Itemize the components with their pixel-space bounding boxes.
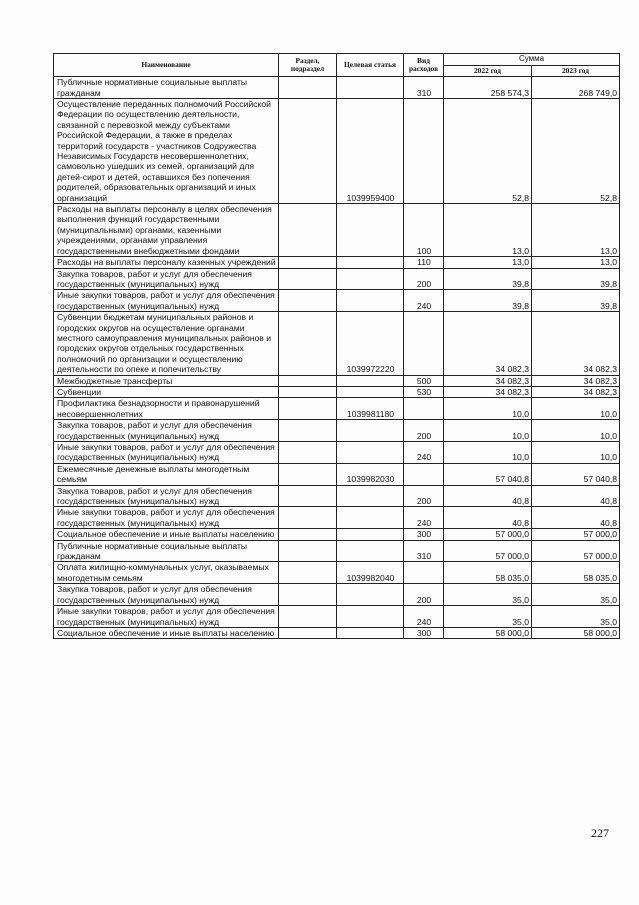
table-row <box>54 442 620 464</box>
table-row <box>54 529 620 540</box>
row-section <box>279 290 337 312</box>
row-value-2023: 34 082,3 <box>532 375 620 386</box>
row-target <box>337 627 404 638</box>
row-value-2022: 35,0 <box>444 606 532 628</box>
row-section <box>279 540 337 562</box>
row-target: 1039981180 <box>337 398 404 420</box>
table-row <box>54 77 620 99</box>
row-target <box>337 485 404 507</box>
row-target <box>337 529 404 540</box>
row-kind: 200 <box>404 420 444 442</box>
row-name: Ежемесячные денежные выплаты многодетным семьям <box>54 463 279 485</box>
row-value-2022: 34 082,3 <box>444 386 532 397</box>
row-name: Иные закупки товаров, работ и услуг для обеспечения государственных (муниципальных) нужд <box>54 290 279 312</box>
row-target: 1039972220 <box>337 312 404 375</box>
header-sum: Сумма <box>444 54 620 66</box>
row-target <box>337 540 404 562</box>
row-value-2023: 57 000,0 <box>532 540 620 562</box>
row-value-2022: 10,0 <box>444 398 532 420</box>
row-value-2022: 35,0 <box>444 584 532 606</box>
row-value-2022: 10,0 <box>444 442 532 464</box>
table-row <box>54 606 620 628</box>
row-kind: 200 <box>404 584 444 606</box>
row-target <box>337 77 404 99</box>
row-value-2022: 10,0 <box>444 420 532 442</box>
row-target <box>337 290 404 312</box>
row-name: Публичные нормативные социальные выплаты гражданам <box>54 77 279 99</box>
row-value-2023: 40,8 <box>532 507 620 529</box>
row-value-2022: 13,0 <box>444 257 532 268</box>
row-value-2022: 39,8 <box>444 290 532 312</box>
row-name: Осуществление переданных полномочий Российской Федерации по осуществлению деятельности, связанной с перевозкой между субъектами Российской Федерации, а также в пределах территорий государств - участников Содружества Независимых Государств несовершеннолетних, самовольно ушедших из семей, организаций для детей-сирот и детей, оставшихся без попечения родителей, образовательных организаций и иных организаций <box>54 99 279 204</box>
row-section <box>279 77 337 99</box>
row-value-2022: 57 040,8 <box>444 463 532 485</box>
row-target: 1039982040 <box>337 562 404 584</box>
row-kind: 200 <box>404 485 444 507</box>
row-target <box>337 375 404 386</box>
row-section <box>279 584 337 606</box>
row-section <box>279 312 337 375</box>
row-section <box>279 485 337 507</box>
row-target <box>337 442 404 464</box>
row-value-2023: 52,8 <box>532 99 620 204</box>
row-value-2023: 58 000,0 <box>532 627 620 638</box>
row-name: Закупка товаров, работ и услуг для обеспечения государственных (муниципальных) нужд <box>54 485 279 507</box>
row-kind: 300 <box>404 627 444 638</box>
row-value-2023: 35,0 <box>532 584 620 606</box>
row-kind: 500 <box>404 375 444 386</box>
row-section <box>279 386 337 397</box>
row-kind: 240 <box>404 290 444 312</box>
header-year-2023: 2023 год <box>532 65 620 77</box>
table-row <box>54 398 620 420</box>
table-row <box>54 507 620 529</box>
row-value-2023: 57 040,8 <box>532 463 620 485</box>
row-value-2023: 34 082,3 <box>532 312 620 375</box>
row-name: Иные закупки товаров, работ и услуг для обеспечения государственных (муниципальных) нужд <box>54 442 279 464</box>
row-kind: 240 <box>404 442 444 464</box>
row-value-2022: 57 000,0 <box>444 540 532 562</box>
table-row <box>54 485 620 507</box>
row-name: Иные закупки товаров, работ и услуг для обеспечения государственных (муниципальных) нужд <box>54 606 279 628</box>
page-number: 227 <box>591 826 609 840</box>
row-target: 1039959400 <box>337 99 404 204</box>
row-kind: 310 <box>404 540 444 562</box>
row-kind <box>404 398 444 420</box>
row-name: Межбюджетные трансферты <box>54 375 279 386</box>
row-value-2022: 34 082,3 <box>444 312 532 375</box>
row-section <box>279 268 337 290</box>
row-value-2023: 35,0 <box>532 606 620 628</box>
table-row <box>54 386 620 397</box>
row-name: Расходы на выплаты персоналу казенных учреждений <box>54 257 279 268</box>
row-value-2022: 58 035,0 <box>444 562 532 584</box>
row-kind: 200 <box>404 268 444 290</box>
row-value-2023: 268 749,0 <box>532 77 620 99</box>
row-value-2023: 39,8 <box>532 290 620 312</box>
row-kind: 240 <box>404 507 444 529</box>
row-kind: 240 <box>404 606 444 628</box>
row-value-2022: 58 000,0 <box>444 627 532 638</box>
table-row <box>54 627 620 638</box>
row-section <box>279 507 337 529</box>
row-name: Социальное обеспечение и иные выплаты населению <box>54 529 279 540</box>
row-value-2023: 58 035,0 <box>532 562 620 584</box>
row-target <box>337 420 404 442</box>
table-row <box>54 540 620 562</box>
budget-table <box>53 53 620 639</box>
row-value-2022: 40,8 <box>444 507 532 529</box>
row-kind <box>404 312 444 375</box>
row-value-2023: 10,0 <box>532 398 620 420</box>
header-year-2022: 2022 год <box>444 65 532 77</box>
row-name: Социальное обеспечение и иные выплаты населению <box>54 627 279 638</box>
header-kind: Вид расходов <box>404 54 444 77</box>
row-kind: 100 <box>404 204 444 257</box>
row-name: Оплата жилищно-коммунальных услуг, оказываемых многодетным семьям <box>54 562 279 584</box>
row-value-2022: 52,8 <box>444 99 532 204</box>
row-kind: 300 <box>404 529 444 540</box>
table-row <box>54 257 620 268</box>
row-target <box>337 606 404 628</box>
row-value-2023: 39,8 <box>532 268 620 290</box>
table-row <box>54 204 620 257</box>
row-section <box>279 420 337 442</box>
row-section <box>279 442 337 464</box>
row-name: Субвенции <box>54 386 279 397</box>
table-row <box>54 463 620 485</box>
table-row <box>54 290 620 312</box>
table-row <box>54 420 620 442</box>
row-kind <box>404 463 444 485</box>
row-value-2023: 57 000,0 <box>532 529 620 540</box>
table-row <box>54 375 620 386</box>
row-value-2022: 40,8 <box>444 485 532 507</box>
table-row <box>54 268 620 290</box>
row-value-2023: 13,0 <box>532 204 620 257</box>
row-target <box>337 386 404 397</box>
row-value-2022: 13,0 <box>444 204 532 257</box>
header-name: Наименование <box>54 54 279 77</box>
row-name: Публичные нормативные социальные выплаты гражданам <box>54 540 279 562</box>
row-target <box>337 257 404 268</box>
row-value-2023: 10,0 <box>532 420 620 442</box>
row-section <box>279 562 337 584</box>
header-target: Целевая статья <box>337 54 404 77</box>
row-section <box>279 257 337 268</box>
row-section <box>279 529 337 540</box>
row-target <box>337 268 404 290</box>
table-row <box>54 584 620 606</box>
row-section <box>279 606 337 628</box>
row-value-2022: 57 000,0 <box>444 529 532 540</box>
table-body <box>54 77 620 639</box>
table-row <box>54 99 620 204</box>
row-kind: 110 <box>404 257 444 268</box>
row-target <box>337 204 404 257</box>
row-value-2023: 13,0 <box>532 257 620 268</box>
row-name: Закупка товаров, работ и услуг для обеспечения государственных (муниципальных) нужд <box>54 268 279 290</box>
row-section <box>279 463 337 485</box>
row-section <box>279 204 337 257</box>
row-value-2023: 10,0 <box>532 442 620 464</box>
row-kind: 310 <box>404 77 444 99</box>
row-name: Расходы на выплаты персоналу в целях обеспечения выполнения функций государственными (муниципальными) органами, казенными учреждениями, органами управления государственными внебюджетными фондами <box>54 204 279 257</box>
row-kind: 530 <box>404 386 444 397</box>
header-section: Раздел, подраздел <box>279 54 337 77</box>
row-value-2023: 40,8 <box>532 485 620 507</box>
row-value-2023: 34 082,3 <box>532 386 620 397</box>
row-name: Субвенции бюджетам муниципальных районов и городских округов на осуществление органами местного самоуправления муниципальных районов и городских округов отдельных государственных полномочий по организации и осуществлению деятельности по опеке и попечительству <box>54 312 279 375</box>
row-value-2022: 39,8 <box>444 268 532 290</box>
row-section <box>279 398 337 420</box>
table-header <box>54 54 620 77</box>
row-kind <box>404 562 444 584</box>
row-name: Профилактика безнадзорности и правонарушений несовершеннолетних <box>54 398 279 420</box>
row-section <box>279 99 337 204</box>
row-target <box>337 507 404 529</box>
row-section <box>279 375 337 386</box>
table-row <box>54 562 620 584</box>
row-kind <box>404 99 444 204</box>
row-name: Закупка товаров, работ и услуг для обеспечения государственных (муниципальных) нужд <box>54 420 279 442</box>
row-name: Иные закупки товаров, работ и услуг для обеспечения государственных (муниципальных) нужд <box>54 507 279 529</box>
row-name: Закупка товаров, работ и услуг для обеспечения государственных (муниципальных) нужд <box>54 584 279 606</box>
row-target: 1039982030 <box>337 463 404 485</box>
row-value-2022: 34 082,3 <box>444 375 532 386</box>
table-row <box>54 312 620 375</box>
row-value-2022: 258 574,3 <box>444 77 532 99</box>
row-target <box>337 584 404 606</box>
row-section <box>279 627 337 638</box>
